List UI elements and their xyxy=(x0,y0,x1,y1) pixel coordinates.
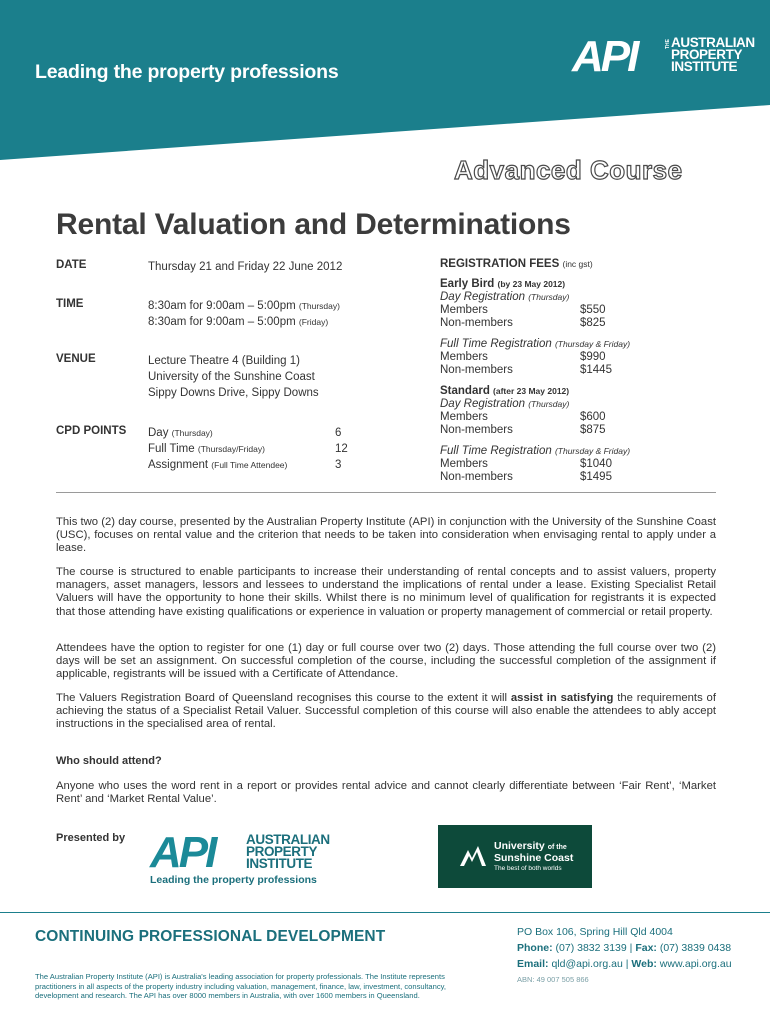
cpd-item: Day (Thursday) 6 xyxy=(148,427,342,439)
std-full-reg: Full Time Registration (Thursday & Friday) xyxy=(440,445,631,457)
options-paragraph: Attendees have the option to register for one (1) day or full course over two (2) days. Those attending the full course over two (2) days will be set an assignment. On successful completion of the course, including the successful completion of the assignment if applicable, registrants will be issued with a Certificate of Attendance. xyxy=(56,642,716,681)
api-logo-letters: API xyxy=(150,828,215,877)
fees-heading: REGISTRATION FEES (inc gst) xyxy=(440,258,593,270)
header-tagline: Leading the property professions xyxy=(35,61,339,83)
fee-line: Members $600 xyxy=(440,411,606,423)
contact-block xyxy=(517,924,732,986)
date-label: DATE xyxy=(56,259,87,271)
api-logo-the: THE xyxy=(665,39,671,49)
time-label: TIME xyxy=(56,298,84,310)
date-value: Thursday 21 and Friday 22 June 2012 xyxy=(148,261,343,273)
address: PO Box 106, Spring Hill Qld 4004 xyxy=(517,926,673,938)
cpd-list xyxy=(148,425,378,473)
early-full-reg: Full Time Registration (Thursday & Friday) xyxy=(440,338,631,350)
usc-logo xyxy=(438,825,592,888)
cpd-item: Full Time (Thursday/Friday) 12 xyxy=(148,443,348,455)
fee-line: Non-members $875 xyxy=(440,424,606,436)
fee-line: Members $1040 xyxy=(440,458,612,470)
course-kind: Advanced Course xyxy=(454,155,683,185)
divider xyxy=(56,492,716,493)
footer-divider xyxy=(0,912,770,913)
fee-line: Members $550 xyxy=(440,304,606,316)
fee-line: Members $990 xyxy=(440,351,606,363)
early-bird-label: Early Bird (by 23 May 2012) xyxy=(440,278,566,290)
fee-line: Non-members $1445 xyxy=(440,364,612,376)
page-title: Rental Valuation and Determinations xyxy=(56,208,571,241)
fee-line: Non-members $1495 xyxy=(440,471,612,483)
presented-by-label: Presented by xyxy=(56,832,126,844)
api-logo-letters: API xyxy=(572,32,637,81)
api-logo xyxy=(572,32,755,81)
api-logo-org: AUSTRALIAN PROPERTY INSTITUTE xyxy=(671,35,755,74)
std-day-reg: Day Registration (Thursday) xyxy=(440,398,570,410)
cpd-title: CONTINUING PROFESSIONAL DEVELOPMENT xyxy=(35,928,386,945)
cpd-item: Assignment (Full Time Attendee) 3 xyxy=(148,459,342,471)
cpd-label: CPD POINTS xyxy=(56,425,127,437)
intro-paragraph: This two (2) day course, presented by the Australian Property Institute (API) in conjunction with the University of the Sunshine Coast (USC), focuses on rental value and the criterion that needs to be taken into consideration when envisaging rental to apply under a lease. xyxy=(56,516,716,555)
who-text: Anyone who uses the word rent in a report or provides rental advice and cannot clearly differentiate between ‘Fair Rent’, ‘Market Rent’ and ‘Market Rental Value’. xyxy=(56,780,716,806)
phone-fax: Phone: (07) 3832 3139 | Fax: (07) 3839 0438 xyxy=(517,942,732,954)
who-heading: Who should attend? xyxy=(56,755,162,767)
standard-label: Standard (after 23 May 2012) xyxy=(440,385,570,397)
time-value: 8:30am for 9:00am – 5:00pm (Thursday) 8:30am for 9:00am – 5:00pm (Friday) xyxy=(148,300,340,328)
api-logo-tagline: Leading the property professions xyxy=(150,874,317,886)
abn: ABN: 49 007 505 866 xyxy=(517,975,589,984)
footer-blurb: The Australian Property Institute (API) is Australia's leading association for property professionals. The Institute represents practitioners in all aspects of the property industry including valuation, management, finance, law, investment, consultancy, development and research. The API has over 8000 members in Australia, with over 1600 members in Queensland. xyxy=(35,972,446,1000)
usc-mark-icon xyxy=(460,844,486,866)
venue-label: VENUE xyxy=(56,353,96,365)
venue-value: Lecture Theatre 4 (Building 1) University of the Sunshine Coast Sippy Downs Drive, Sippy Downs xyxy=(148,355,319,399)
recognition-paragraph: The Valuers Registration Board of Queensland recognises this course to the extent it will assist in satisfying the requirements of achieving the status of a Specialist Retail Valuer. Successful completion of this course will also enable the attendees to ably accept instructions in the specialised area of rental. xyxy=(56,692,716,731)
api-logo-bottom xyxy=(150,828,330,892)
api-logo-org: AUSTRALIAN PROPERTY INSTITUTE xyxy=(246,832,330,871)
fee-line: Non-members $825 xyxy=(440,317,606,329)
email-web: Email: qld@api.org.au | Web: www.api.org.au xyxy=(517,958,732,970)
usc-name: University of the Sunshine Coast xyxy=(494,840,574,864)
usc-tagline: The best of both worlds xyxy=(494,865,562,872)
structure-paragraph: The course is structured to enable participants to increase their understanding of rental concepts and to assist valuers, property managers, asset managers, lessors and lessees to understand the implications of rental under a lease. Existing Specialist Retail Valuers will have the opportunity to hone their skills. Whilst there is no minimum level of qualification for registrants it is expected that those attending have existing qualifications or experience in valuation or property management of commercial or retail property. xyxy=(56,566,716,618)
email-link[interactable]: qld@api.org.au xyxy=(551,958,623,970)
early-day-reg: Day Registration (Thursday) xyxy=(440,291,570,303)
web-link[interactable]: www.api.org.au xyxy=(659,958,732,970)
registration-fees xyxy=(440,258,680,484)
